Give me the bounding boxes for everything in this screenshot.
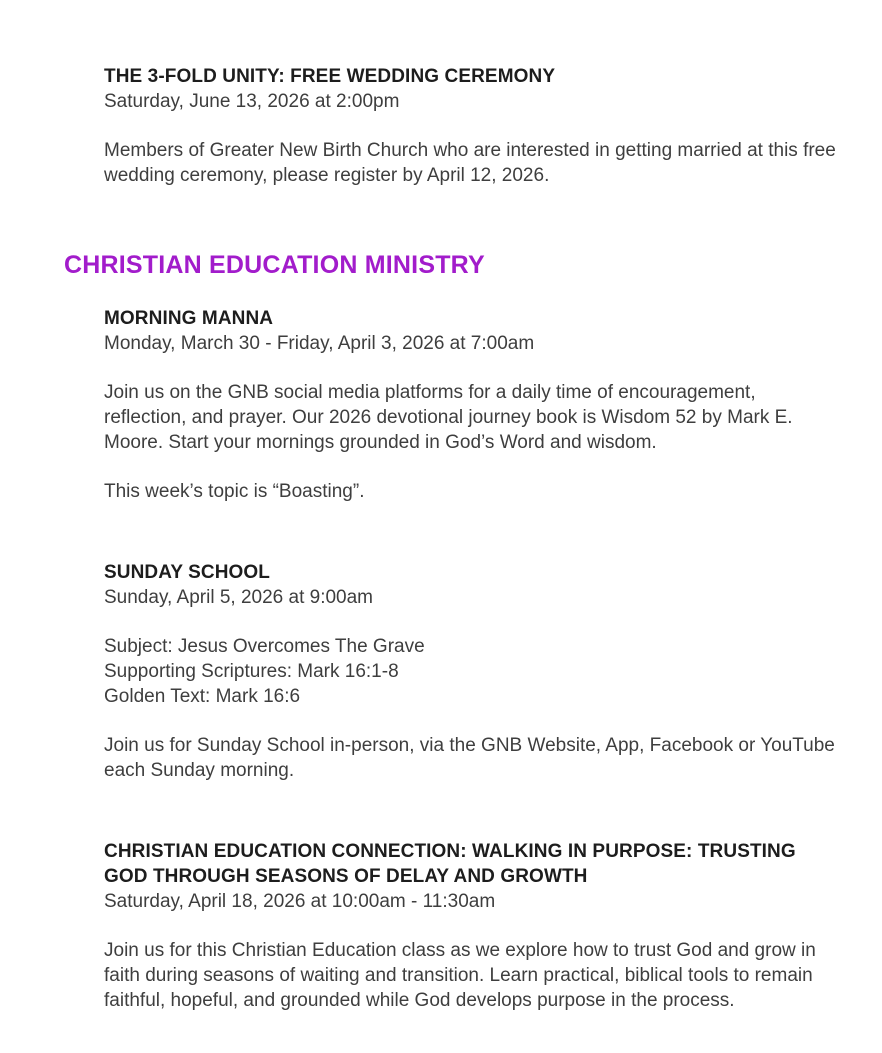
event-wedding-ceremony: [104, 64, 836, 188]
event-description-sunday-school: Join us for Sunday School in-person, via the GNB Website, App, Facebook or YouTube each Sunday morning.: [104, 735, 835, 781]
event-description-morning-manna: Join us on the GNB social media platforms for a daily time of encouragement, reflection, and prayer. Our 2026 devotional journey book is Wisdom 52 by Mark E. Moore. Start your mornings grounded in God’s Word and wisdom.: [104, 382, 793, 453]
event-description-wedding: Members of Greater New Birth Church who are interested in getting married at this free wedding ceremony, please register by April 12, 2026.: [104, 140, 836, 186]
event-title-sunday-school: SUNDAY SCHOOL: [104, 562, 271, 583]
event-sunday-school: [104, 560, 836, 783]
event-title-wedding: THE 3-FOLD UNITY: FREE WEDDING CEREMONY: [104, 66, 556, 87]
event-christian-education-connection: [104, 839, 836, 1013]
event-morning-manna: [104, 306, 836, 504]
event-datetime-wedding: Saturday, June 13, 2026 at 2:00pm: [104, 91, 400, 112]
event-description-ce-connection: Join us for this Christian Education class as we explore how to trust God and grow in faith during seasons of waiting and transition. Learn practical, biblical tools to remain faithful, hopeful, and grounded while God develops purpose in the process.: [104, 940, 816, 1011]
sunday-school-details: [104, 634, 836, 709]
ministry-heading: CHRISTIAN EDUCATION MINISTRY: [64, 251, 485, 279]
event-title-ce-connection: CHRISTIAN EDUCATION CONNECTION: WALKING IN PURPOSE: TRUSTING GOD THROUGH SEASONS OF DELAY AND GROWTH: [104, 841, 796, 887]
sunday-school-subject: Subject: Jesus Overcomes The Grave: [104, 636, 425, 657]
event-datetime-ce-connection: Saturday, April 18, 2026 at 10:00am - 11:30am: [104, 891, 496, 912]
event-topic-morning-manna: This week’s topic is “Boasting”.: [104, 481, 365, 502]
sunday-school-scriptures: Supporting Scriptures: Mark 16:1-8: [104, 661, 399, 682]
event-datetime-sunday-school: Sunday, April 5, 2026 at 9:00am: [104, 587, 373, 608]
event-datetime-morning-manna: Monday, March 30 - Friday, April 3, 2026 at 7:00am: [104, 333, 535, 354]
sunday-school-golden-text: Golden Text: Mark 16:6: [104, 686, 301, 707]
event-title-morning-manna: MORNING MANNA: [104, 308, 274, 329]
